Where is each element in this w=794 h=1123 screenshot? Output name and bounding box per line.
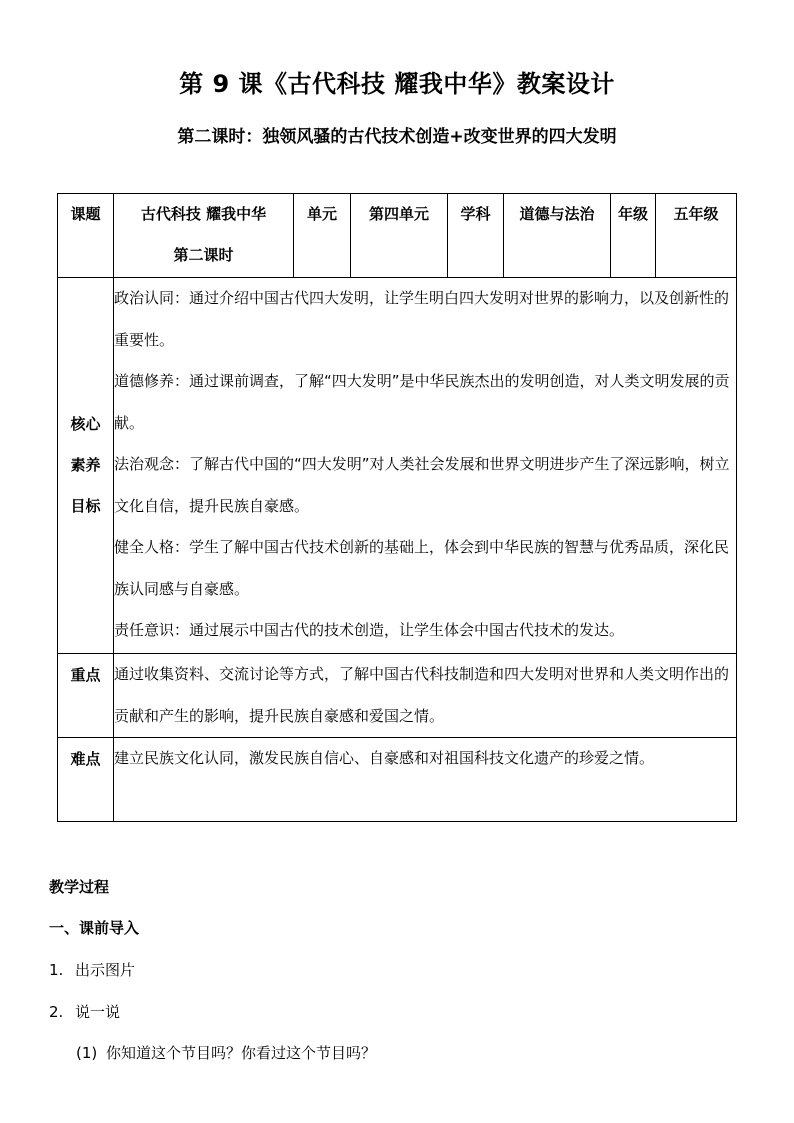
document-title: 第 9 课《古代科技 耀我中华》教案设计: [179, 70, 615, 98]
core-label-line3: 目标: [70, 497, 101, 515]
key-point-row: [58, 654, 737, 738]
sub-list-item: [76, 1042, 376, 1063]
core-goals: [114, 278, 737, 654]
core-label: [58, 278, 114, 654]
goal-responsibility: 责任意识：通过展示中国古代的技术创造，让学生体会中国古代技术的发达。: [114, 621, 625, 639]
goal-law: 法治观念：了解古代中国的“四大发明”对人类社会发展和世界文明进步产生了深远影响，树立文化自信，提升民族自豪感。: [114, 455, 730, 515]
subject-label: 学科: [448, 194, 504, 278]
core-label-line2: 素养: [70, 456, 101, 474]
key-point-text: 通过收集资料、交流讨论等方式，了解中国古代科技制造和四大发明对世界和人类文明作出的贡献和产生的影响，提升民族自豪感和爱国之情。: [114, 654, 737, 738]
goal-political: 政治认同：通过介绍中国古代四大发明，让学生明白四大发明对世界的影响力，以及创新性的重要性。: [114, 289, 730, 349]
goal-moral: 道德修养：通过课前调查，了解“四大发明”是中华民族杰出的发明创造，对人类文明发展的贡献。: [114, 372, 730, 432]
difficulty-label: 难点: [58, 738, 114, 822]
document-subtitle: 第二课时：独领风骚的古代技术创造+改变世界的四大发明: [177, 127, 617, 147]
sub-list-number: (1): [76, 1044, 98, 1062]
header-row: [58, 194, 737, 278]
grade-value: 五年级: [656, 194, 737, 278]
list-item: [49, 959, 135, 980]
list-number: 1.: [49, 961, 64, 979]
topic-value-line2: 第二课时: [173, 246, 234, 264]
list-item: [49, 1001, 120, 1022]
list-text: 说一说: [75, 1003, 121, 1021]
key-point-label: 重点: [58, 654, 114, 738]
lesson-info-table: [57, 193, 737, 822]
core-label-line1: 核心: [70, 415, 101, 433]
core-row: [58, 278, 737, 654]
process-heading: 教学过程: [49, 878, 110, 896]
unit-value: 第四单元: [351, 194, 448, 278]
topic-value: [114, 194, 294, 278]
list-text: 出示图片: [75, 961, 136, 979]
unit-label: 单元: [294, 194, 351, 278]
difficulty-row: [58, 738, 737, 822]
list-number: 2.: [49, 1003, 64, 1021]
subject-value: 道德与法治: [504, 194, 611, 278]
topic-label: 课题: [58, 194, 114, 278]
difficulty-text: 建立民族文化认同，激发民族自信心、自豪感和对祖国科技文化遗产的珍爱之情。: [114, 738, 737, 822]
section-intro-heading: 一、课前导入: [49, 919, 140, 937]
topic-value-line1: 古代科技 耀我中华: [140, 205, 267, 223]
grade-label: 年级: [611, 194, 656, 278]
sub-list-text: 你知道这个节目吗？你看过这个节目吗？: [106, 1044, 377, 1062]
goal-personality: 健全人格：学生了解中国古代技术创新的基础上，体会到中华民族的智慧与优秀品质，深化民族认同感与自豪感。: [114, 538, 730, 598]
